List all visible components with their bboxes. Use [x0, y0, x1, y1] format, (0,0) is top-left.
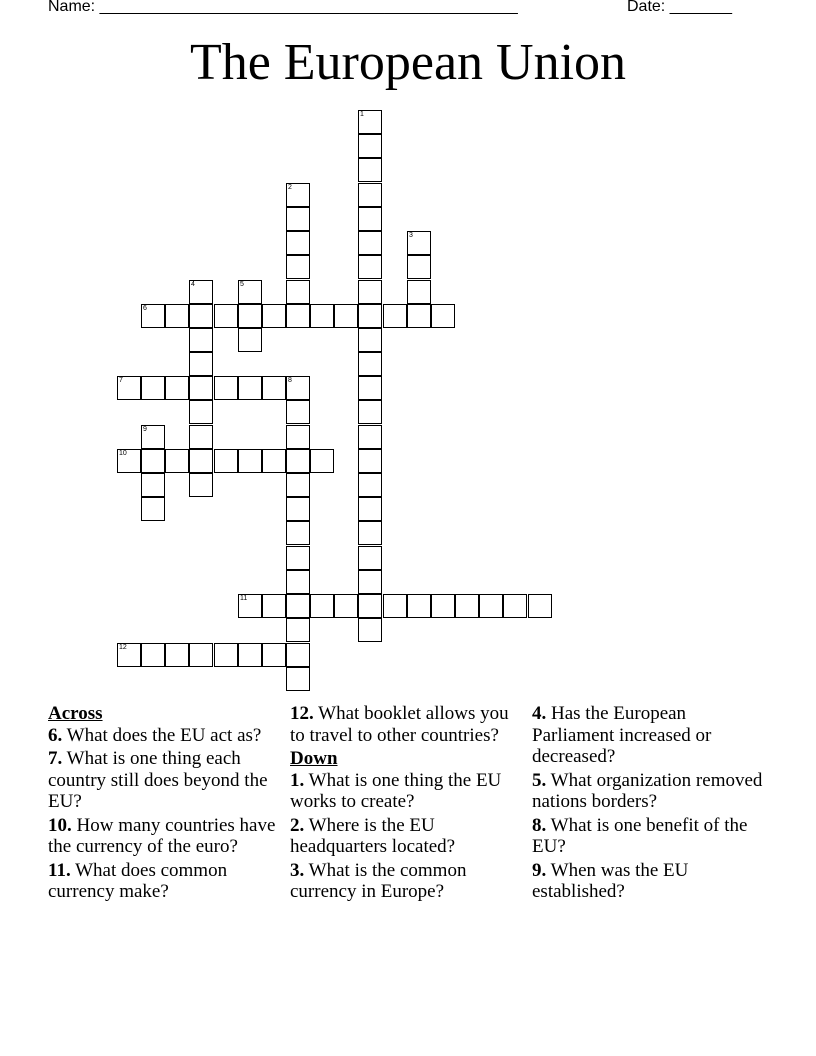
crossword-cell: [286, 667, 310, 691]
down-clue-9: [532, 860, 772, 903]
clue-text: What booklet allows you to travel to other countries?: [290, 703, 509, 746]
clue-number-label: 3: [409, 232, 413, 239]
crossword-cell: [141, 376, 165, 400]
crossword-cell-start-6: [141, 304, 165, 328]
clue-number-label: 8: [288, 377, 292, 384]
crossword-cell: [214, 304, 238, 328]
clue-number: 8.: [532, 814, 547, 836]
clues-column-2: [290, 703, 522, 905]
clue-text: When was the EU established?: [532, 859, 689, 902]
crossword-cell: [262, 643, 286, 667]
name-line: Name: _______________________________________________: [48, 0, 518, 15]
across-heading: Across: [48, 703, 103, 724]
crossword-cell: [286, 497, 310, 521]
date-line: Date: _______: [627, 0, 732, 15]
crossword-cell: [358, 158, 382, 182]
crossword-cell: [358, 400, 382, 424]
crossword-cell: [286, 280, 310, 304]
crossword-cell: [358, 183, 382, 207]
crossword-cell: [238, 449, 262, 473]
crossword-cell: [358, 497, 382, 521]
crossword-cell: [189, 376, 213, 400]
clue-number-label: 10: [119, 450, 127, 457]
crossword-cell: [286, 521, 310, 545]
crossword-cell: [310, 594, 334, 618]
crossword-cell: [358, 280, 382, 304]
crossword-cell: [334, 594, 358, 618]
clues-column-3: [532, 703, 772, 905]
across-clue-6: [48, 725, 280, 747]
crossword-cell: [407, 304, 431, 328]
clue-number-label: 2: [288, 184, 292, 191]
across-clue-12: [290, 703, 522, 746]
down-clue-1: [290, 770, 522, 813]
crossword-cell: [214, 449, 238, 473]
crossword-cell: [358, 521, 382, 545]
crossword-cell: [383, 594, 407, 618]
page-title: The European Union: [189, 34, 627, 91]
clue-number: 6.: [48, 724, 63, 746]
clues-column-1: [48, 703, 280, 905]
crossword-cell: [189, 328, 213, 352]
down-clue-3: [290, 860, 522, 903]
crossword-cell: [358, 328, 382, 352]
crossword-cell: [286, 231, 310, 255]
down-clue-4: [532, 703, 772, 768]
down-clue-2: [290, 815, 522, 858]
clue-number-label: 6: [143, 305, 147, 312]
crossword-cell: [286, 255, 310, 279]
clue-text: What is one thing the EU works to create?: [290, 769, 502, 812]
crossword-cell: [141, 643, 165, 667]
across-clue-7: [48, 748, 280, 813]
crossword-cell: [358, 255, 382, 279]
crossword-cell: [286, 546, 310, 570]
crossword-cell: [528, 594, 552, 618]
crossword-cell: [262, 449, 286, 473]
across-clue-10: [48, 815, 280, 858]
crossword-cell: [189, 449, 213, 473]
down-clue-5: [532, 770, 772, 813]
crossword-cell: [165, 643, 189, 667]
crossword-cell: [189, 304, 213, 328]
clue-text: What does the EU act as?: [66, 724, 262, 746]
crossword-cell: [189, 643, 213, 667]
crossword-cell: [358, 473, 382, 497]
crossword-cell-start-2: [286, 183, 310, 207]
crossword-cell: [310, 304, 334, 328]
clue-number-label: 7: [119, 377, 123, 384]
down-heading: Down: [290, 748, 338, 769]
clue-number-label: 5: [240, 281, 244, 288]
crossword-cell: [358, 425, 382, 449]
crossword-cell: [286, 400, 310, 424]
clue-number: 7.: [48, 748, 63, 769]
crossword-cell: [358, 207, 382, 231]
crossword-cell: [407, 255, 431, 279]
crossword-cell-start-8: [286, 376, 310, 400]
crossword-cell: [358, 570, 382, 594]
clue-number: 10.: [48, 814, 72, 836]
clue-text: How many countries have the currency of the euro?: [48, 814, 276, 857]
clue-number-label: 11: [240, 595, 248, 602]
clue-text: What does common currency make?: [48, 859, 228, 902]
crossword-cell-start-7: [117, 376, 141, 400]
crossword-cell: [358, 618, 382, 642]
clue-number-label: 1: [360, 111, 364, 118]
crossword-cell: [286, 304, 310, 328]
crossword-cell-start-1: [358, 110, 382, 134]
down-clue-8: [532, 815, 772, 858]
crossword-cell: [286, 618, 310, 642]
crossword-cell: [238, 328, 262, 352]
crossword-cell: [286, 207, 310, 231]
crossword-cell: [286, 643, 310, 667]
crossword-cell: [479, 594, 503, 618]
clue-number: 4.: [532, 703, 547, 724]
crossword-cell-start-10: [117, 449, 141, 473]
crossword-cell: [141, 497, 165, 521]
crossword-cell: [238, 376, 262, 400]
crossword-cell-start-11: [238, 594, 262, 618]
crossword-cell: [262, 376, 286, 400]
crossword-cell: [358, 134, 382, 158]
clue-number: 3.: [290, 859, 305, 881]
clue-text: What is the common currency in Europe?: [290, 859, 467, 902]
clue-number: 11.: [48, 859, 71, 881]
crossword-cell: [262, 304, 286, 328]
crossword-cell: [141, 473, 165, 497]
clue-text: Where is the EU headquarters located?: [290, 814, 456, 857]
crossword-cell: [286, 570, 310, 594]
crossword-cell: [358, 594, 382, 618]
clue-number-label: 9: [143, 426, 147, 433]
crossword-cell-start-5: [238, 280, 262, 304]
crossword-cell: [189, 352, 213, 376]
clue-text: What organization removed nations borders?: [532, 769, 763, 812]
clue-text: What is one thing each country still does beyond the EU?: [48, 748, 268, 812]
crossword-cell: [358, 376, 382, 400]
crossword-cell: [503, 594, 527, 618]
clue-text: What is one benefit of the EU?: [532, 814, 748, 857]
crossword-cell: [189, 425, 213, 449]
crossword-cell: [165, 449, 189, 473]
clue-number-label: 12: [119, 644, 127, 651]
crossword-cell: [407, 280, 431, 304]
crossword-cell: [358, 546, 382, 570]
crossword-cell: [214, 376, 238, 400]
crossword-cell-start-4: [189, 280, 213, 304]
crossword-cell: [286, 473, 310, 497]
crossword-cell: [286, 594, 310, 618]
crossword-cell: [165, 376, 189, 400]
crossword-cell-start-3: [407, 231, 431, 255]
crossword-cell: [189, 400, 213, 424]
clue-number: 9.: [532, 859, 547, 881]
crossword-cell: [310, 449, 334, 473]
across-clue-11: [48, 860, 280, 903]
crossword-cell-start-12: [117, 643, 141, 667]
crossword-cell: [238, 643, 262, 667]
crossword-cell: [334, 304, 358, 328]
clue-number: 5.: [532, 769, 547, 791]
crossword-cell: [262, 594, 286, 618]
crossword-cell: [214, 643, 238, 667]
crossword-cell: [358, 449, 382, 473]
crossword-cell: [383, 304, 407, 328]
crossword-cell: [358, 304, 382, 328]
clue-number-label: 4: [191, 281, 195, 288]
clue-number: 12.: [290, 703, 314, 724]
crossword-cell: [141, 449, 165, 473]
crossword-cell: [238, 304, 262, 328]
crossword-cell: [165, 304, 189, 328]
crossword-cell: [431, 304, 455, 328]
clue-number: 2.: [290, 814, 305, 836]
crossword-cell: [286, 425, 310, 449]
crossword-cell: [358, 352, 382, 376]
crossword-cell-start-9: [141, 425, 165, 449]
crossword-cell: [407, 594, 431, 618]
crossword-cell: [358, 231, 382, 255]
clue-text: Has the European Parliament increased or decreased?: [532, 703, 712, 767]
clue-number: 1.: [290, 769, 305, 791]
crossword-cell: [189, 473, 213, 497]
crossword-cell: [286, 449, 310, 473]
crossword-cell: [431, 594, 455, 618]
crossword-cell: [455, 594, 479, 618]
